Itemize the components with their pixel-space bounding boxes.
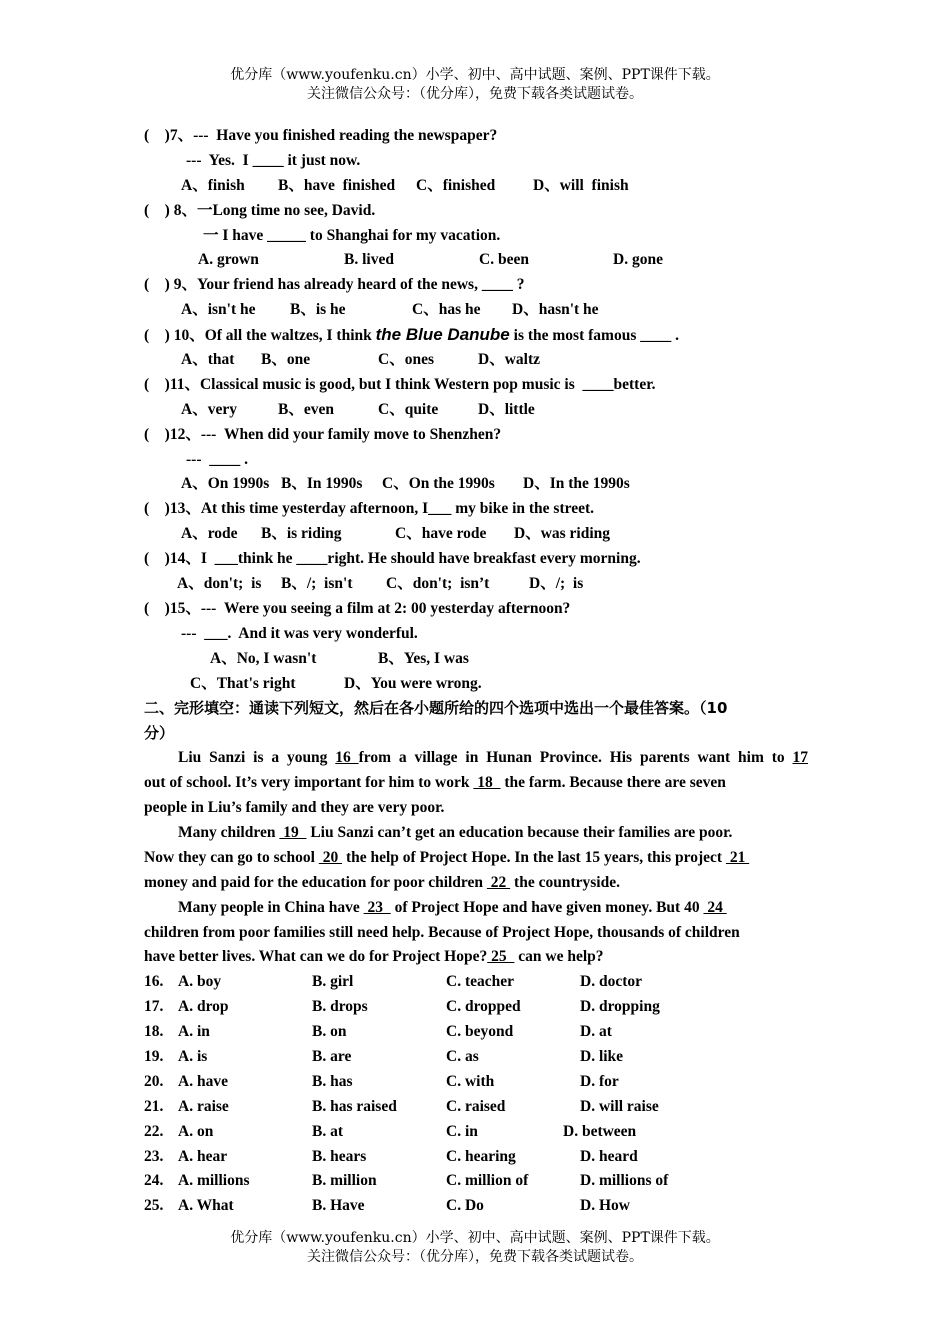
question-14-options bbox=[144, 572, 808, 597]
blank-21: 21 bbox=[725, 848, 750, 866]
blank-18: 18 bbox=[473, 774, 501, 792]
question-15-reply: --- ___. And it was very wonderful. bbox=[181, 624, 418, 642]
option-a: A、On 1990s bbox=[181, 475, 270, 493]
option-row-20: 20. A. have B. has C. with D. for bbox=[144, 1072, 619, 1090]
option-b: B、In 1990s bbox=[281, 475, 363, 493]
blank-17: 17 bbox=[792, 749, 808, 767]
option-b: B、is he bbox=[290, 301, 346, 319]
option-row-19: 19. A. is B. are C. as D. like bbox=[144, 1047, 624, 1065]
option-d: D、hasn't he bbox=[512, 301, 599, 319]
section-2-title-cont: 分） bbox=[144, 724, 175, 743]
option-d: D、was riding bbox=[514, 525, 611, 543]
option-c: C、has he bbox=[412, 301, 481, 319]
option-d: D、In the 1990s bbox=[523, 475, 630, 493]
option-row-18: 18. A. in B. on C. beyond D. at bbox=[144, 1023, 612, 1041]
option-d: D、You were wrong. bbox=[344, 674, 482, 692]
option-row-24: 24. A. millions B. million C. million of D. millions of bbox=[144, 1172, 669, 1190]
option-b: B、even bbox=[278, 400, 334, 418]
passage-line: Now they can go to school 20 the help of Project Hope. In the last 15 years, this project 21 bbox=[144, 848, 750, 866]
blank-25: 25 bbox=[487, 948, 515, 966]
option-d: D、will finish bbox=[533, 176, 629, 194]
option-a: A、very bbox=[181, 400, 237, 418]
option-a: A、don't; is bbox=[177, 575, 262, 593]
option-c: C、ones bbox=[378, 351, 434, 369]
option-a: A、rode bbox=[181, 525, 238, 543]
question-8-stem: ( ) 8、一Long time no see, David. bbox=[144, 201, 376, 219]
question-7-stem: ( )7、--- Have you finished reading the newspaper? bbox=[144, 127, 498, 144]
blank-16: 16 bbox=[335, 749, 359, 767]
blank-24: 24 bbox=[703, 898, 727, 916]
option-d: D、/; is bbox=[529, 575, 584, 593]
option-row-21: 21. A. raise B. has raised C. raised D. will raise bbox=[144, 1097, 659, 1115]
question-8-options bbox=[144, 248, 808, 273]
question-7-reply: --- Yes. I ____ it just now. bbox=[186, 151, 361, 169]
passage-line: Many children 19 Liu Sanzi can’t get an education because their families are poor. bbox=[178, 823, 733, 841]
option-b: B、/; isn't bbox=[281, 575, 353, 593]
section-2-title: 二、完形填空：通读下列短文，然后在各小题所给的四个选项中选出一个最佳答案。（10 bbox=[144, 699, 728, 718]
question-15-stem: ( )15、--- Were you seeing a film at 2: 00 yesterday afternoon? bbox=[144, 599, 571, 617]
option-c: C、finished bbox=[416, 176, 496, 194]
passage-line: people in Liu’s family and they are very poor. bbox=[144, 799, 445, 817]
question-13-stem: ( )13、At this time yesterday afternoon, I___ my bike in the street. bbox=[144, 500, 595, 518]
option-row-25: 25. A. What B. Have C. Do D. How bbox=[144, 1197, 630, 1215]
blank-22: 22 bbox=[486, 873, 511, 891]
question-15-options-row-2 bbox=[144, 672, 808, 697]
passage-line: children from poor families still need help. Because of Project Hope, thousands of children bbox=[144, 923, 740, 941]
passage-line: Many people in China have 23 of Project Hope and have given money. But 40 24 bbox=[178, 898, 727, 916]
passage-line: have better lives. What can we do for Project Hope? 25 can we help? bbox=[144, 948, 604, 966]
question-13-options bbox=[144, 522, 808, 547]
option-b: B、have finished bbox=[278, 176, 396, 194]
question-7-options bbox=[144, 174, 808, 199]
option-c: C、On the 1990s bbox=[382, 475, 495, 493]
passage-line: money and paid for the education for poor children 22 the countryside. bbox=[144, 873, 620, 891]
question-11-stem: ( )11、Classical music is good, but I think Western pop music is ____better. bbox=[144, 375, 656, 393]
option-d: D、waltz bbox=[478, 351, 540, 369]
question-15-options-row-1 bbox=[144, 647, 808, 672]
option-row-22: 22. A. on B. at C. in D. between bbox=[144, 1122, 637, 1140]
question-10-options bbox=[144, 348, 808, 373]
page-footer bbox=[0, 1229, 950, 1267]
question-12-reply: --- ____ . bbox=[186, 450, 248, 468]
option-b: B、one bbox=[261, 351, 311, 369]
question-14-stem: ( )14、I ___think he ____right. He should have breakfast every morning. bbox=[144, 550, 641, 568]
question-12-stem: ( )12、--- When did your family move to Shenzhen? bbox=[144, 425, 502, 443]
option-row-23: 23. A. hear B. hears C. hearing D. heard bbox=[144, 1147, 638, 1165]
option-b: B、Yes, I was bbox=[378, 649, 469, 667]
option-a: A. grown bbox=[198, 251, 259, 269]
option-a: A、that bbox=[181, 351, 235, 369]
option-a: A、isn't he bbox=[181, 301, 256, 319]
footer-line-2: 关注微信公众号：（优分库），免费下载各类试题试卷。 bbox=[307, 1249, 643, 1265]
header-line-1: 优分库（www.youfenku.cn）小学、初中、高中试题、案例、PPT课件下载。 bbox=[230, 67, 720, 83]
option-c: C、That's right bbox=[190, 674, 296, 692]
footer-line-1: 优分库（www.youfenku.cn）小学、初中、高中试题、案例、PPT课件下载。 bbox=[230, 1230, 720, 1246]
option-row-17: 17. A. drop B. drops C. dropped D. dropping bbox=[144, 998, 660, 1016]
option-b: B、is riding bbox=[261, 525, 342, 543]
exam-content bbox=[144, 124, 808, 1219]
passage-line: out of school. It’s very important for him to work 18 the farm. Because there are seven bbox=[144, 774, 726, 792]
option-c: C. been bbox=[479, 251, 529, 269]
question-11-options bbox=[144, 398, 808, 423]
option-c: C、don't; isn’t bbox=[386, 575, 490, 593]
header-line-2: 关注微信公众号：（优分库），免费下载各类试题试卷。 bbox=[307, 86, 643, 102]
blank-20: 20 bbox=[318, 848, 343, 866]
option-row-16: 16. A. boy B. girl C. teacher D. doctor bbox=[144, 973, 642, 991]
question-10-stem: ( ) 10、Of all the waltzes, I think the Blue Danube is the most famous ____ . bbox=[144, 325, 679, 345]
question-12-options bbox=[144, 472, 808, 497]
option-c: C、quite bbox=[378, 400, 439, 418]
question-8-reply: 一 I have _____ to Shanghai for my vacation. bbox=[203, 226, 501, 244]
passage-line: Liu Sanzi is a young 16 from a village in Hunan Province. His parents want him to 17 bbox=[178, 749, 808, 767]
option-d: D. gone bbox=[613, 251, 663, 269]
option-b: B. lived bbox=[344, 251, 394, 269]
blank-19: 19 bbox=[279, 823, 307, 841]
option-c: C、have rode bbox=[395, 525, 487, 543]
option-a: A、No, I wasn't bbox=[210, 649, 317, 667]
question-9-options bbox=[144, 298, 808, 323]
option-a: A、finish bbox=[181, 176, 245, 194]
option-d: D、little bbox=[478, 400, 535, 418]
page-header bbox=[0, 66, 950, 104]
question-9-stem: ( ) 9、Your friend has already heard of the news, ____ ? bbox=[144, 276, 525, 294]
blank-23: 23 bbox=[363, 898, 391, 916]
